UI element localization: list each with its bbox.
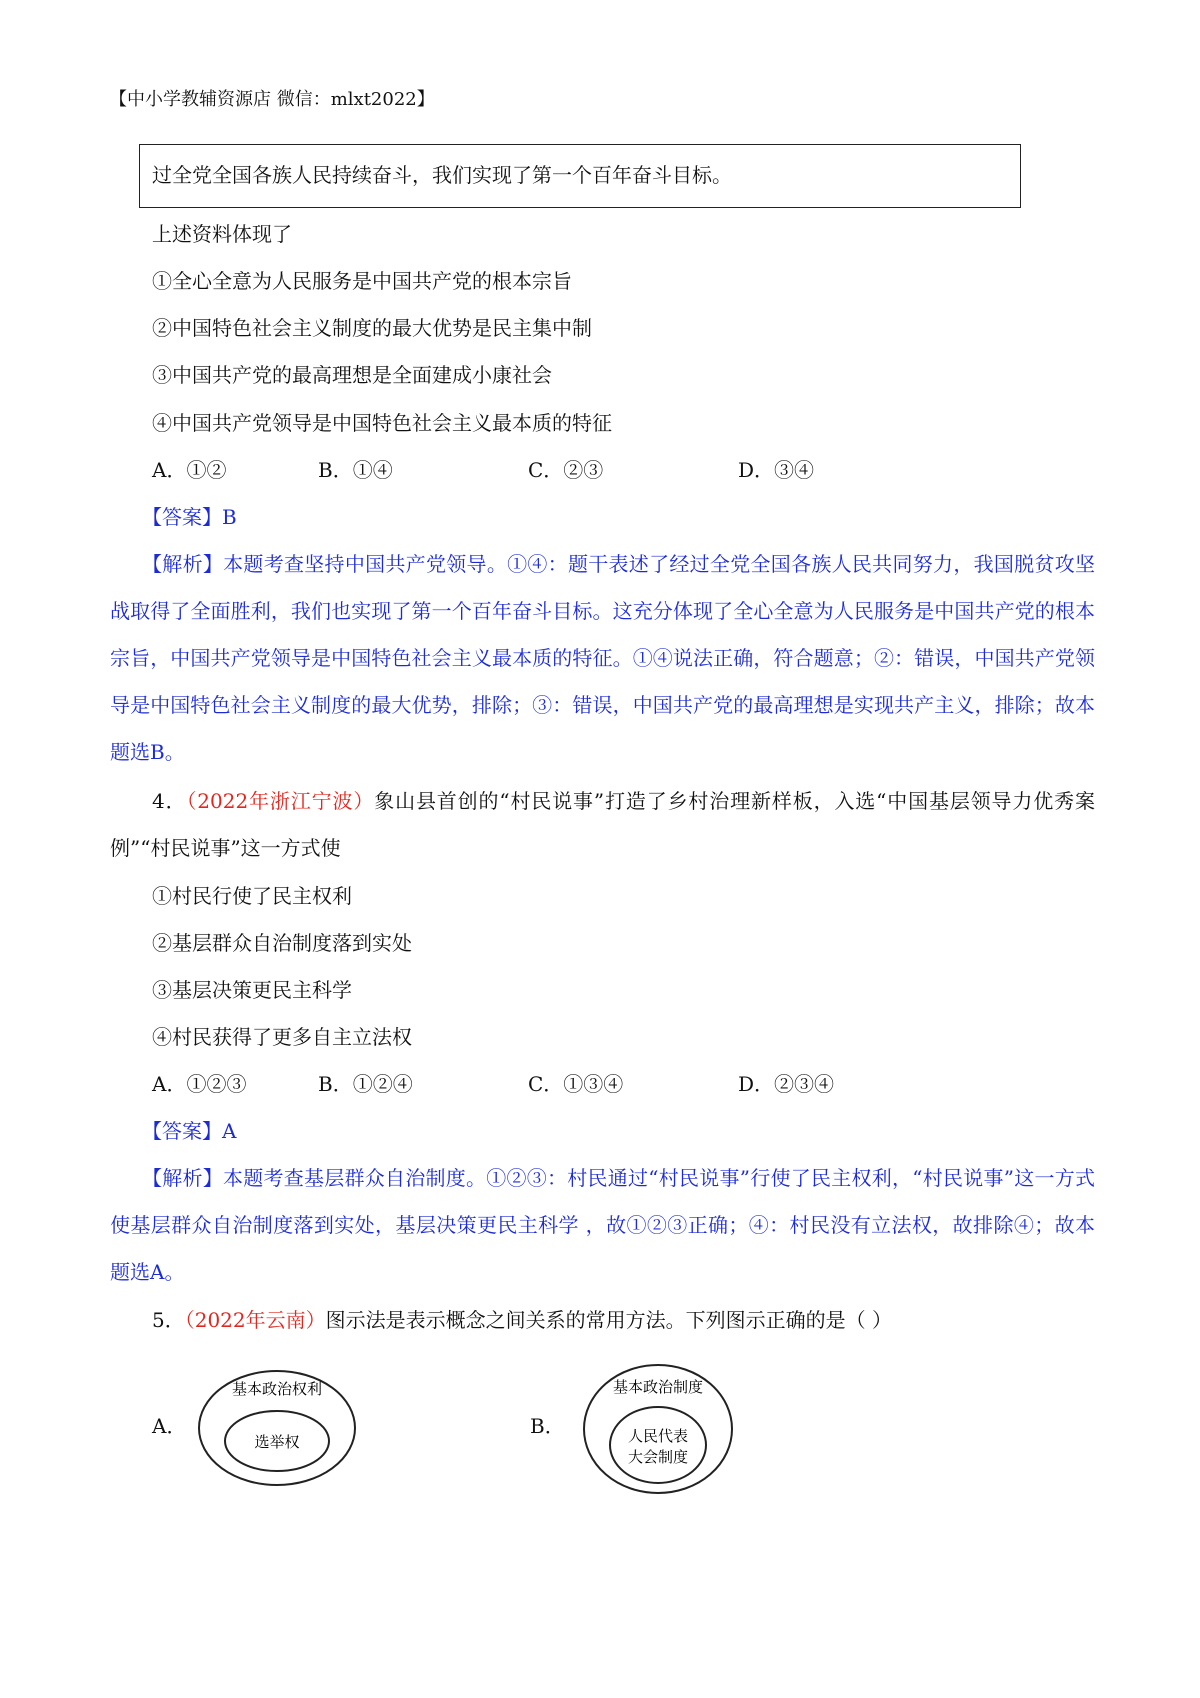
q5-diagram-b-label: B． bbox=[530, 1414, 565, 1438]
diagram-b-inner-ellipse bbox=[610, 1407, 706, 1483]
q4-statement-4: ④村民获得了更多自主立法权 bbox=[152, 1025, 412, 1049]
q3-answer-value: B bbox=[222, 505, 237, 529]
q4-answer-label: 【答案】 bbox=[142, 1119, 222, 1143]
q4-analysis bbox=[110, 1155, 1095, 1296]
q3-statement-1: ①全心全意为人民服务是中国共产党的根本宗旨 bbox=[152, 269, 572, 293]
q3-option-c: C．②③ bbox=[528, 458, 604, 482]
q3-stem: 上述资料体现了 bbox=[152, 222, 292, 246]
q4-answer bbox=[142, 1117, 236, 1145]
diagram-b-outer-label: 基本政治制度 bbox=[612, 1378, 704, 1396]
q4-option-d: D．②③④ bbox=[738, 1072, 835, 1096]
q3-analysis bbox=[110, 541, 1095, 776]
q3-option-b: B．①④ bbox=[318, 458, 393, 482]
diagram-a-inner-label: 选举权 bbox=[254, 1433, 300, 1451]
q5-diagram-a bbox=[192, 1366, 362, 1491]
q3-statement-2: ②中国特色社会主义制度的最大优势是民主集中制 bbox=[152, 316, 592, 340]
q5-stem bbox=[152, 1306, 892, 1334]
q4-number: 4． bbox=[152, 789, 187, 813]
q4-option-a: A．①②③ bbox=[152, 1072, 247, 1096]
q4-statement-1: ①村民行使了民主权利 bbox=[152, 884, 352, 908]
q5-stem-text: 图示法是表示概念之间关系的常用方法。下列图示正确的是（ ） bbox=[325, 1308, 892, 1332]
q4-analysis-label: 【解析】 bbox=[142, 1166, 224, 1190]
q5-number: 5． bbox=[152, 1308, 185, 1332]
material-quote-text: 过全党全国各族人民持续奋斗，我们实现了第一个百年奋斗目标。 bbox=[152, 163, 732, 187]
q4-statement-3: ③基层决策更民主科学 bbox=[152, 978, 352, 1002]
q4-source: （2022年浙江宁波） bbox=[186, 789, 375, 813]
q3-answer-label: 【答案】 bbox=[142, 505, 222, 529]
diagram-a-outer-label: 基本政治权利 bbox=[231, 1380, 323, 1398]
material-quote-box bbox=[139, 144, 1021, 208]
q5-diagram-b bbox=[578, 1360, 738, 1498]
diagram-b-inner-label-line2: 大会制度 bbox=[627, 1448, 689, 1466]
q3-statement-4: ④中国共产党领导是中国特色社会主义最本质的特征 bbox=[152, 411, 612, 435]
q4-analysis-text: 本题考查基层群众自治制度。①②③：村民通过“村民说事”行使了民主权利，“村民说事”这一方式使基层群众自治制度落到实处，基层决策更民主科学 ，故①②③正确；④：村民没有立法权，故排除④；故本题选A。 bbox=[110, 1166, 1095, 1284]
q3-analysis-label: 【解析】 bbox=[142, 552, 224, 576]
q3-analysis-text: 本题考查坚持中国共产党领导。①④：题干表述了经过全党全国各族人民共同努力，我国脱贫攻坚战取得了全面胜利，我们也实现了第一个百年奋斗目标。这充分体现了全心全意为人民服务是中国共产党的根本宗旨，中国共产党领导是中国特色社会主义最本质的特征。①④说法正确，符合题意；②：错误，中国共产党领导是中国特色社会主义制度的最大优势，排除；③：错误，中国共产党的最高理想是实现共产主义，排除；故本题选B。 bbox=[110, 552, 1096, 764]
q3-option-d: D．③④ bbox=[738, 458, 815, 482]
q4-answer-value: A bbox=[222, 1119, 237, 1143]
q3-option-a: A．①② bbox=[152, 458, 227, 482]
q4-stem bbox=[110, 778, 1095, 872]
page-header: 【中小学教辅资源店 微信：mlxt2022】 bbox=[109, 89, 435, 110]
q4-stem-text: 象山县首创的“村民说事”打造了乡村治理新样板，入选“中国基层领导力优秀案例”“村民说事”这一方式使 bbox=[110, 789, 1095, 860]
q5-diagram-a-label: A． bbox=[152, 1414, 187, 1438]
q4-option-b: B．①②④ bbox=[318, 1072, 413, 1096]
q5-source: （2022年云南） bbox=[184, 1308, 326, 1332]
q4-option-c: C．①③④ bbox=[528, 1072, 624, 1096]
q3-statement-3: ③中国共产党的最高理想是全面建成小康社会 bbox=[152, 363, 552, 387]
diagram-b-inner-label-line1: 人民代表 bbox=[627, 1427, 689, 1445]
q3-answer bbox=[142, 503, 237, 531]
q4-statement-2: ②基层群众自治制度落到实处 bbox=[152, 931, 412, 955]
